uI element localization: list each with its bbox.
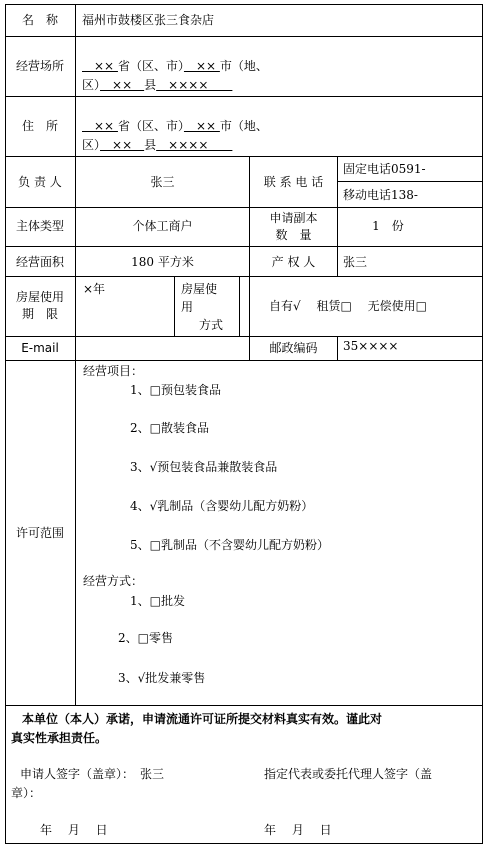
row-divider xyxy=(5,156,483,157)
scope-item: 5、□乳制品（不含婴幼儿配方奶粉） xyxy=(130,538,329,552)
county-text: 县 xyxy=(144,138,157,152)
residence-label: 住 所 xyxy=(21,119,58,133)
phone-mobile: 移动电话138- xyxy=(343,188,418,202)
row-divider xyxy=(5,705,483,706)
residence-line1 xyxy=(82,118,268,134)
column-divider xyxy=(239,276,240,336)
district-blank: ×× xyxy=(100,78,145,92)
row-divider xyxy=(5,207,483,208)
entity-value: 个体工商户 xyxy=(132,219,193,233)
usage-label: 方式 xyxy=(199,318,224,332)
scope-modes-title: 经营方式： xyxy=(83,574,144,588)
owner-label: 产 权 人 xyxy=(271,255,316,269)
period-label: 房屋使用 xyxy=(15,290,64,304)
phone-fixed: 固定电话0591- xyxy=(343,162,426,176)
usage-label: 房屋使 xyxy=(181,282,218,296)
biz-place-line1 xyxy=(82,58,268,74)
province-blank: ×× xyxy=(82,59,118,73)
city-text: 市（地、 xyxy=(219,119,268,133)
period-value: ×年 xyxy=(83,282,106,296)
city-text: 市（地、 xyxy=(219,59,268,73)
district-text: 区） xyxy=(82,78,101,92)
usage-options: 自有√ 租赁□ 无偿使用□ xyxy=(269,299,427,313)
scope-mode: 1、□批发 xyxy=(130,594,185,608)
area-value: 180 平方米 xyxy=(131,255,194,269)
column-divider xyxy=(337,156,338,276)
owner-value: 张三 xyxy=(343,255,368,269)
usage-label: 用 xyxy=(181,300,194,314)
row-divider xyxy=(5,246,483,247)
scope-item: 3、√预包装食品兼散装食品 xyxy=(130,460,278,474)
email-label: E-mail xyxy=(21,341,59,355)
biz-place-label: 经营场所 xyxy=(15,59,64,73)
biz-place-line2 xyxy=(82,77,232,93)
column-divider xyxy=(174,276,175,336)
area-label: 经营面积 xyxy=(15,255,64,269)
person-value: 张三 xyxy=(150,175,175,189)
postcode-label: 邮政编码 xyxy=(269,341,318,355)
province-text: 省（区、市） xyxy=(117,59,184,73)
row-divider xyxy=(5,96,483,97)
column-divider xyxy=(337,336,338,360)
row-divider xyxy=(337,181,483,182)
postcode-value: 35×××× xyxy=(343,339,399,353)
entity-label: 主体类型 xyxy=(15,219,64,233)
scope-item: 1、□预包装食品 xyxy=(130,383,221,397)
county-blank: ×××× xyxy=(156,138,233,152)
agent-date: 年 月 日 xyxy=(264,823,332,837)
scope-item: 4、√乳制品（含婴幼儿配方奶粉） xyxy=(130,499,314,513)
scope-mode: 3、√批发兼零售 xyxy=(118,671,206,685)
county-text: 县 xyxy=(144,78,157,92)
copies-value: 1 份 xyxy=(372,219,404,233)
district-blank: ×× xyxy=(100,138,145,152)
scope-mode: 2、□零售 xyxy=(118,631,173,645)
period-label: 期 限 xyxy=(21,307,58,321)
copies-label: 申请副本 xyxy=(269,211,318,225)
row-divider xyxy=(5,336,483,337)
district-text: 区） xyxy=(82,138,101,152)
column-divider xyxy=(75,4,76,705)
residence-line2 xyxy=(82,137,232,153)
phone-label: 联 系 电 话 xyxy=(263,175,324,189)
agent-signature: 指定代表或委托代理人签字（盖 xyxy=(264,767,433,781)
row-divider xyxy=(5,276,483,277)
county-blank: ×××× xyxy=(156,78,233,92)
scope-item: 2、□散装食品 xyxy=(130,421,209,435)
city-blank: ×× xyxy=(183,59,220,73)
city-blank: ×× xyxy=(183,119,220,133)
name-value: 福州市鼓楼区张三食杂店 xyxy=(82,13,215,27)
row-divider xyxy=(5,36,483,37)
applicant-signature: 申请人签字（盖章）： 张三 xyxy=(20,767,165,781)
name-label: 名 称 xyxy=(21,13,58,27)
agent-signature: 章）： xyxy=(11,786,42,800)
applicant-date: 年 月 日 xyxy=(40,823,108,837)
province-blank: ×× xyxy=(82,119,118,133)
copies-label: 数 量 xyxy=(275,228,312,242)
person-label: 负 责 人 xyxy=(18,175,62,189)
pledge-text: 本单位（本人）承诺，申请流通许可证所提交材料真实有效。谨此对 xyxy=(22,712,383,726)
row-divider xyxy=(5,360,483,361)
scope-label: 许可范围 xyxy=(15,526,64,540)
province-text: 省（区、市） xyxy=(117,119,184,133)
scope-items-title: 经营项目： xyxy=(83,364,144,378)
pledge-text: 真实性承担责任。 xyxy=(11,731,108,745)
